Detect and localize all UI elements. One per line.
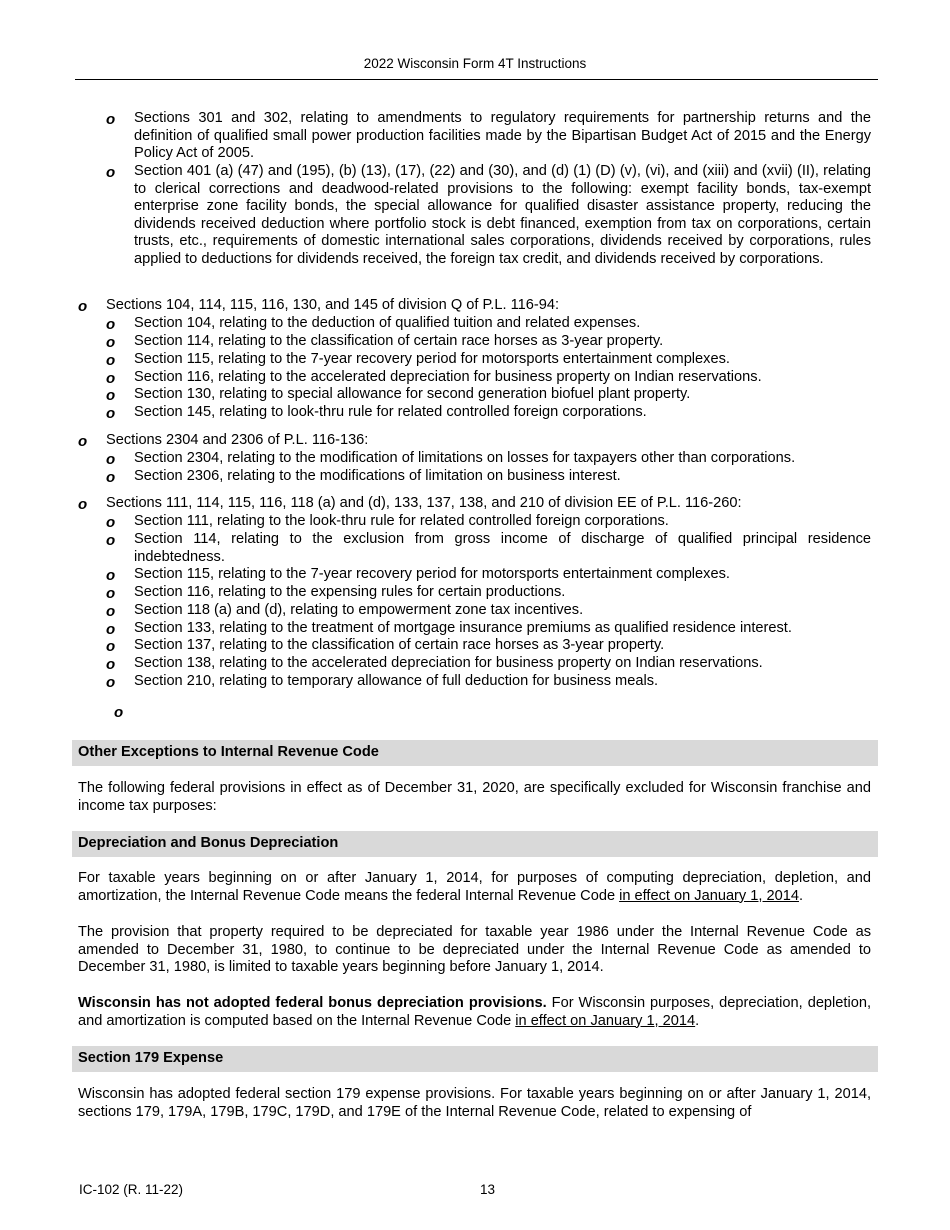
list-item: Section 130, relating to special allowance for second generation biofuel plant property. [134, 386, 691, 402]
section-heading-text: Section 179 Expense [78, 1050, 224, 1066]
paragraph-text: For Wisconsin purposes, depreciation, depletion, and amortization is computed based on the Internal Revenue Code [78, 995, 871, 1029]
section-heading-depreciation [72, 831, 878, 857]
bullet-icon: o [106, 514, 116, 531]
group-title: Sections 2304 and 2306 of P.L. 116-136: [106, 432, 369, 448]
list-item: Section 118 (a) and (d), relating to empowerment zone tax incentives. [134, 602, 584, 618]
bullet-icon: o [106, 603, 116, 620]
bullet-icon: o [78, 298, 88, 315]
list-item: Section 114, relating to the classification of certain race horses as 3-year property. [134, 333, 664, 349]
list-item: Section 114, relating to the exclusion from gross income of discharge of qualified principal residence indebtedness. [134, 531, 871, 565]
bullet-icon: o [106, 111, 116, 128]
list-item: Section 133, relating to the treatment of mortgage insurance premiums as qualified residence interest. [134, 620, 792, 636]
list-item: Section 145, relating to look-thru rule for related controlled foreign corporations. [134, 404, 647, 420]
header-rule [75, 79, 878, 80]
paragraph-text: For taxable years beginning on or after January 1, 2014, for purposes of computing depreciation, depletion, and amortization, the Internal Revenue Code means the federal Internal Revenue Code [78, 870, 871, 904]
list-item: Section 210, relating to temporary allowance of full deduction for business meals. [134, 673, 659, 689]
list-item: Section 115, relating to the 7-year recovery period for motorsports entertainment complexes. [134, 566, 730, 582]
bullet-icon: o [106, 532, 116, 549]
bullet-icon: o [78, 496, 88, 513]
underlined-text: in effect on January 1, 2014 [619, 887, 799, 904]
list-item: Section 401 (a) (47) and (195), (b) (13), (17), (22) and (30), and (d) (1) (D) (v), (vi), and (xiii) and (xvii) (II), relating to clerical corrections and deadwood-related provisions to the following: exempt facility bonds, tax-exempt enterprise zone facility bonds, the special allowance for qualified disaster assistance property, reducing the dividends received deduction where portfolio stock is debt financed, exemption from tax on corporations, certain trusts, etc., requirements of domestic international sales corporations, dividends received by corporations, rules applied to deductions for dividends received, the foreign tax credit, and dividends received by corporations. [134, 163, 871, 267]
list-item: Section 116, relating to the accelerated depreciation for business property on Indian reservations. [134, 369, 762, 385]
paragraph [78, 995, 871, 1030]
section-heading-other-exceptions [72, 740, 878, 766]
list-item: Section 116, relating to the expensing rules for certain productions. [134, 584, 566, 600]
bullet-icon: o [106, 387, 116, 404]
group-title: Sections 111, 114, 115, 116, 118 (a) and (d), 133, 137, 138, and 210 of division EE of P.L. 116-260: [106, 495, 742, 511]
bullet-icon: o [106, 638, 116, 655]
list-item: Section 2306, relating to the modifications of limitation on business interest. [134, 468, 621, 484]
bullet-icon: o [106, 585, 116, 602]
bullet-icon: o [106, 405, 116, 422]
paragraph: The following federal provisions in effect as of December 31, 2020, are specifically excluded for Wisconsin franchise and income tax purposes: [78, 780, 871, 814]
paragraph-end: . [695, 1012, 700, 1029]
list-item: Section 115, relating to the 7-year recovery period for motorsports entertainment complexes. [134, 351, 730, 367]
bullet-icon: o [106, 370, 116, 387]
bullet-icon: o [106, 164, 116, 181]
page-header-title: 2022 Wisconsin Form 4T Instructions [363, 56, 587, 71]
bullet-icon: o [106, 352, 116, 369]
underlined-text: in effect on January 1, 2014 [515, 1012, 696, 1029]
bullet-icon: o [106, 334, 116, 351]
footer-page-number: 13 [479, 1182, 496, 1197]
paragraph-end: . [798, 887, 804, 904]
group-title: Sections 104, 114, 115, 116, 130, and 145 of division Q of P.L. 116-94: [106, 297, 560, 313]
bullet-icon: o [106, 316, 116, 333]
bullet-icon: o [106, 469, 116, 486]
list-item: Section 2304, relating to the modification of limitations on losses for taxpayers other than corporations. [134, 450, 796, 466]
bullet-icon: o [106, 674, 116, 691]
section-heading-text: Other Exceptions to Internal Revenue Code [78, 744, 379, 760]
bullet-icon: o [106, 621, 116, 638]
list-item: Section 137, relating to the classification of certain race horses as 3-year property. [134, 637, 665, 653]
list-item: Section 104, relating to the deduction of qualified tuition and related expenses. [134, 315, 641, 331]
empty-bullet-icon: o [114, 704, 124, 721]
bullet-icon: o [106, 656, 116, 673]
list-item: Section 138, relating to the accelerated depreciation for business property on Indian reservations. [134, 655, 763, 671]
list-item: Section 111, relating to the look-thru rule for related controlled foreign corporations. [134, 513, 669, 529]
paragraph: The provision that property required to be depreciated for taxable year 1986 under the Internal Revenue Code as amended to December 31, 1980, to continue to be depreciated under the Internal Revenue Code as amended to December 31, 1980, is limited to taxable years beginning before January 1, 2014. [78, 924, 871, 976]
footer-form-id: IC-102 (R. 11-22) [79, 1182, 184, 1197]
bullet-icon: o [106, 567, 116, 584]
paragraph: Wisconsin has adopted federal section 179 expense provisions. For taxable years beginning on or after January 1, 2014, sections 179, 179A, 179B, 179C, 179D, and 179E of the Internal Revenue Code, related to expensing of [78, 1086, 871, 1120]
section-heading-section-179 [72, 1046, 878, 1072]
paragraph [78, 870, 871, 905]
section-heading-text: Depreciation and Bonus Depreciation [78, 835, 339, 851]
bold-text: Wisconsin has not adopted federal bonus depreciation provisions. [78, 995, 547, 1011]
bullet-icon: o [106, 451, 116, 468]
bullet-icon: o [78, 433, 88, 450]
list-item: Sections 301 and 302, relating to amendments to regulatory requirements for partnership returns and the definition of qualified small power production facilities made by the Bipartisan Budget Act of 2015 and the Energy Policy Act of 2005. [134, 110, 871, 162]
